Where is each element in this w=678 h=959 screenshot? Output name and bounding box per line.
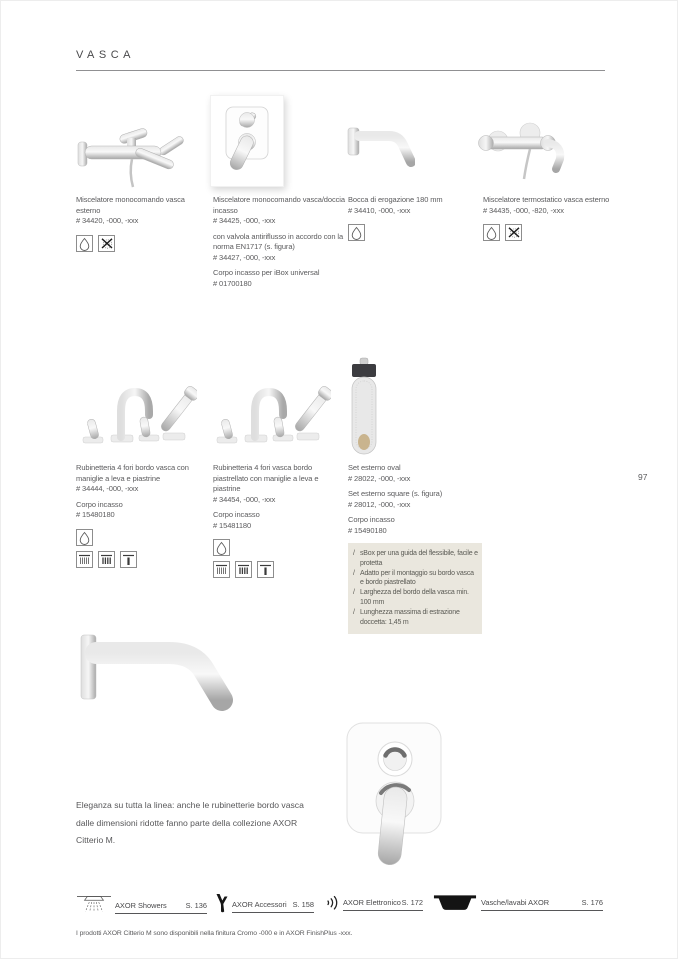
no-handshower-icon: [98, 235, 115, 252]
product-info-34425: [213, 195, 345, 294]
product-info-34420: [76, 195, 208, 252]
product-info-34444: [76, 463, 208, 568]
product-title: Miscelatore monocomando vasca esterno: [76, 195, 185, 215]
feature-photo-large-spout: [79, 633, 254, 722]
no-handshower-icon: [505, 224, 522, 241]
sound-waves-icon: [326, 894, 339, 911]
product-title: Miscelatore monocomando vasca/doccia incasso: [213, 195, 345, 215]
product-body-label: Corpo incasso per iBox universal: [213, 268, 320, 277]
product-body-label: Corpo incasso: [213, 510, 260, 519]
footer-link-axor-accessori[interactable]: [216, 894, 314, 913]
product-sku: # 28022, -000, -xxx: [348, 473, 411, 483]
product-photo-concealed-mixer: [210, 95, 284, 187]
footer-link-vasche-lavabi[interactable]: [433, 894, 603, 911]
product-title: Miscelatore termostatico vasca esterno: [483, 195, 610, 204]
page-number: 97: [638, 472, 648, 482]
product-photo-sbox-handshower: [347, 357, 381, 462]
product-info-34435: [483, 195, 615, 241]
feature-item: / Lunghezza massima di estrazione doccetta: 1,45 m: [353, 608, 460, 626]
mono-spray-icon: [235, 561, 252, 578]
finish-footnote: I prodotti AXOR Citterio M sono disponibili nella finitura Cromo -000 e in AXOR FinishPlus -xxx.: [76, 930, 353, 937]
footer-link-label: AXOR Showers: [115, 901, 167, 910]
footer-link-page: S. 136: [185, 901, 207, 910]
product-variant-note: Set esterno square (s. figura): [348, 489, 443, 498]
product-title: Set esterno oval: [348, 463, 401, 472]
footer-link-label: Vasche/lavabi AXOR: [481, 898, 550, 907]
product-photo-thermostatic-mixer: [478, 113, 566, 188]
water-droplet-icon: [348, 224, 365, 241]
product-sku: # 34425, -000, -xxx: [213, 216, 276, 225]
product-body-label: Corpo incasso: [76, 499, 123, 509]
washbasin-icon: [433, 894, 477, 911]
feature-note-box: [348, 543, 482, 634]
product-sku: # 15481180: [213, 520, 252, 530]
normal-spray-icon: [257, 561, 274, 578]
feature-item: / Adatto per il montaggio su bordo vasca e bordo piastrellato: [353, 569, 474, 587]
product-photo-4hole-rim-set: [79, 371, 197, 462]
product-sku: # 34454, -000, -xxx: [213, 494, 276, 504]
product-info-34410: [348, 195, 480, 241]
hook-icon: [216, 894, 228, 913]
footer-link-axor-elettronico[interactable]: [326, 894, 423, 911]
product-title: Rubinetteria 4 fori vasca bordo piastrellato con maniglie a leva e piastrine: [213, 463, 319, 493]
mono-spray-icon: [98, 551, 115, 568]
product-sku: # 34410, -000, -xxx: [348, 205, 411, 215]
product-photo-spout: [345, 125, 415, 178]
footer-link-axor-showers[interactable]: [77, 894, 207, 914]
header-rule: [76, 70, 605, 71]
product-sku: # 34444, -000, -xxx: [76, 484, 139, 493]
feature-item: / Larghezza del bordo della vasca min. 100 mm: [353, 589, 469, 606]
rain-spray-icon: [76, 551, 93, 568]
footer-link-label: AXOR Elettronico: [343, 898, 401, 907]
product-sku: # 28012, -000, -xxx: [348, 499, 411, 509]
product-photo-wall-bath-mixer: [76, 116, 188, 193]
normal-spray-icon: [120, 551, 137, 568]
feature-photo-trim-plate: [345, 721, 445, 876]
product-title: Rubinetteria 4 fori bordo vasca con maniglie a leva e piastrine: [76, 463, 189, 483]
product-sku: # 01700180: [213, 278, 252, 288]
product-variant-note: con valvola antiriflusso in accordo con la norma EN1717 (s. figura): [213, 231, 344, 251]
product-info-28022: [348, 463, 480, 634]
water-droplet-icon: [76, 235, 93, 252]
water-droplet-icon: [76, 529, 93, 546]
footer-link-page: S. 158: [292, 900, 314, 909]
product-sku: # 34420, -000, -xxx: [76, 216, 139, 225]
overhead-shower-icon: [77, 894, 111, 914]
footer-link-label: AXOR Accessori: [232, 900, 287, 909]
water-droplet-icon: [483, 224, 500, 241]
product-title: Bocca di erogazione 180 mm: [348, 195, 443, 204]
water-droplet-icon: [213, 539, 230, 556]
product-sku: # 34427, -000, -xxx: [213, 252, 276, 262]
intro-paragraph: Eleganza su tutta la linea: anche le rubinetterie bordo vasca dalle dimensioni ridotte fanno parte della collezione AXOR Citterio M.: [76, 800, 304, 845]
product-sku: # 15490180: [348, 525, 387, 535]
product-body-label: Corpo incasso: [348, 515, 395, 524]
feature-item: / sBox per una guida del flessibile, facile e protetta: [353, 550, 478, 567]
footer-link-page: S. 176: [581, 898, 603, 907]
footer-link-page: S. 172: [401, 898, 423, 907]
rain-spray-icon: [213, 561, 230, 578]
product-info-34454: [213, 463, 345, 578]
product-sku: # 15480180: [76, 510, 115, 519]
product-sku: # 34435, -000, -820, -xxx: [483, 205, 564, 215]
product-photo-4hole-tiled-set: [213, 371, 331, 462]
page-title: VASCA: [76, 49, 135, 61]
